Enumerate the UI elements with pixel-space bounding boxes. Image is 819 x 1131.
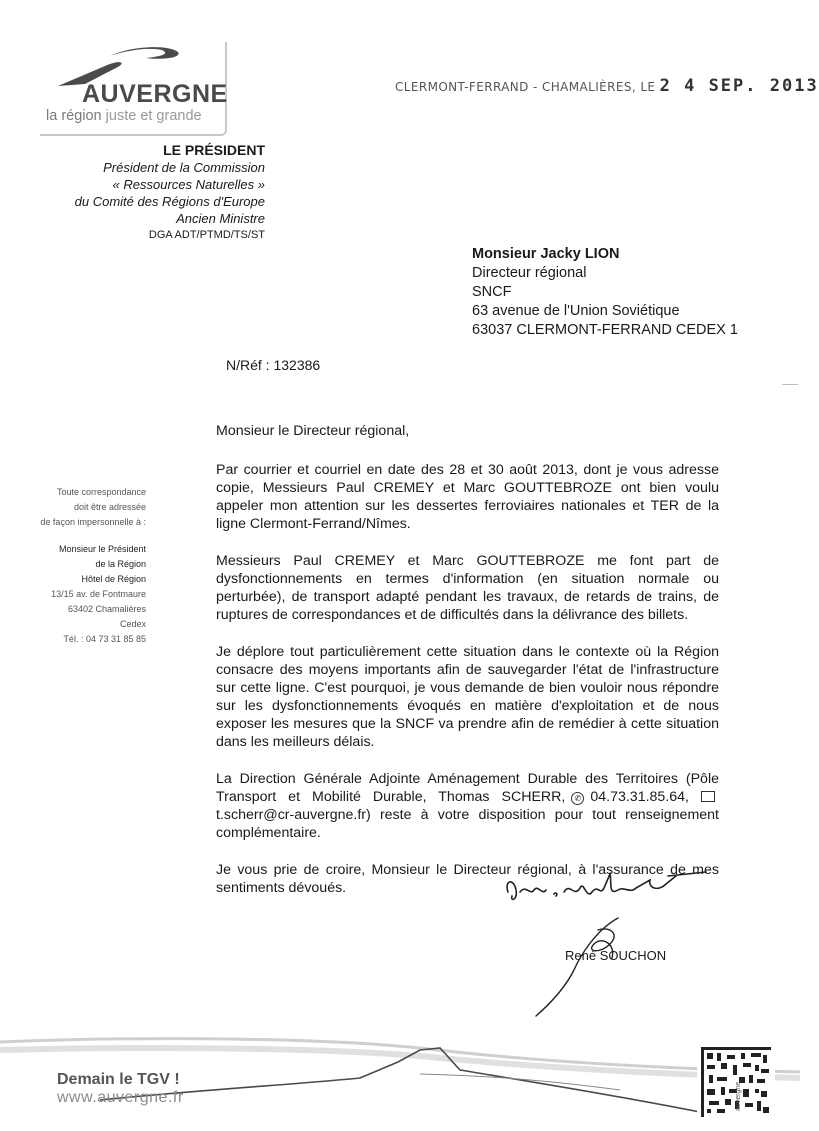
sidebar-address-line: 63402 Chamalières Cedex <box>67 604 146 629</box>
addressee-name: Monsieur Jacky LION <box>472 246 620 262</box>
sidebar-gap <box>40 530 146 542</box>
sidebar-address-line: Monsieur le Président <box>58 544 146 554</box>
closing-formula: Je vous prie de croire, Monsieur le Directeur régional, à l'assurance de mes sentiments dévoués. <box>216 862 719 896</box>
footer-url: www.auvergne.fr <box>57 1089 184 1106</box>
addressee-line: SNCF <box>472 284 512 300</box>
contact-paragraph <box>216 770 719 842</box>
logo-name: AUVERGNE <box>82 80 228 108</box>
contact-intro: La Direction Générale Adjointe Aménagement Durable des Territoires (Pôle Transport et Mobilité Durable, Thomas SCHERR, <box>216 771 719 805</box>
sender-title: LE PRÉSIDENT <box>163 142 265 158</box>
envelope-icon <box>701 791 715 802</box>
salutation: Monsieur le Directeur régional, <box>216 423 410 439</box>
letter-body <box>216 422 719 916</box>
addressee-block <box>472 245 738 340</box>
body-paragraph: Je déplore tout particulièrement cette situation dans le contexte où la Région consacre des moyens importants afin de sauvegarder l'état de l'infrastructure sur cette ligne. C'est pourquoi, je vous demande de bien vouloir nous répondre sur les dysfonctionnements évoqués en matière d'exploitation et de nous exposer les mesures que la SNCF va prendre afin de remédier à cette situation dans les meilleurs délais. <box>216 644 719 750</box>
contact-email: t.scherr@cr-auvergne.fr) <box>216 807 371 823</box>
sidebar-address-line: Hôtel de Région <box>81 574 146 584</box>
footer-slogan: Demain le TGV ! <box>57 1071 180 1088</box>
sidebar-address-line: 13/15 av. de Fontmaure <box>51 589 146 599</box>
sender-line: du Comité des Régions d'Europe <box>74 194 265 209</box>
body-paragraph: Par courrier et courriel en date des 28 et 30 août 2013, dont je vous adresse copie, Messieurs Paul CREMEY et Marc GOUTTEBROZE ont bien voulu appeler mon attention sur les dessertes ferroviaires nationales et TER de la ligne Clermont-Ferrand/Nîmes. <box>216 462 719 532</box>
city-label: CLERMONT-FERRAND - CHAMALIÈRES, LE <box>395 80 656 94</box>
contact-outro: reste à votre disposition pour tout renseignement complémentaire. <box>216 807 719 841</box>
body-paragraph: Messieurs Paul CREMEY et Marc GOUTTEBROZE me font part de dysfonctionnements en termes d'information (en situation normale ou perturbée), de transport adapté pendant les travaux, de retards de trains, de ruptures de correspondances et de difficultés dans la délivrance des billets. <box>216 553 719 623</box>
logo-tagline <box>46 108 202 124</box>
sidebar-notice-line: doit être adressée <box>73 502 146 512</box>
sidebar-notice-line: Toute correspondance <box>56 487 146 497</box>
logo-tagline-prefix: la région <box>46 108 106 124</box>
sidebar-address-line: Tél. : 04 73 31 85 85 <box>63 634 146 644</box>
signer-name: René SOUCHON <box>565 948 667 963</box>
phone-icon: ✆ <box>571 792 584 805</box>
region-logo <box>40 42 228 137</box>
sender-block <box>40 142 265 244</box>
sender-line: Ancien Ministre <box>176 211 265 226</box>
our-reference: N/Réf : 132386 <box>226 357 321 373</box>
contact-phone: 04.73.31.85.64, <box>590 789 689 805</box>
logo-tagline-emphasis: juste et grande <box>105 108 202 124</box>
addressee-line: 63037 CLERMONT-FERRAND CEDEX 1 <box>472 322 738 338</box>
sender-line: « Ressources Naturelles » <box>112 177 265 192</box>
correspondence-sidebar <box>40 485 146 647</box>
place-and-date <box>395 76 819 96</box>
date-stamp: 2 4 SEP. 2013 <box>659 76 819 96</box>
scan-mark <box>782 384 798 385</box>
qr-label: auvergne <box>735 1081 742 1111</box>
sidebar-address-line: de la Région <box>95 559 146 569</box>
addressee-line: 63 avenue de l'Union Soviétique <box>472 303 680 319</box>
sidebar-notice-line: de façon impersonnelle à : <box>40 517 146 527</box>
sender-line: Président de la Commission <box>103 160 265 175</box>
handwritten-signature <box>500 870 730 1020</box>
sender-reference: DGA ADT/PTMD/TS/ST <box>148 229 265 241</box>
addressee-line: Directeur régional <box>472 265 587 281</box>
